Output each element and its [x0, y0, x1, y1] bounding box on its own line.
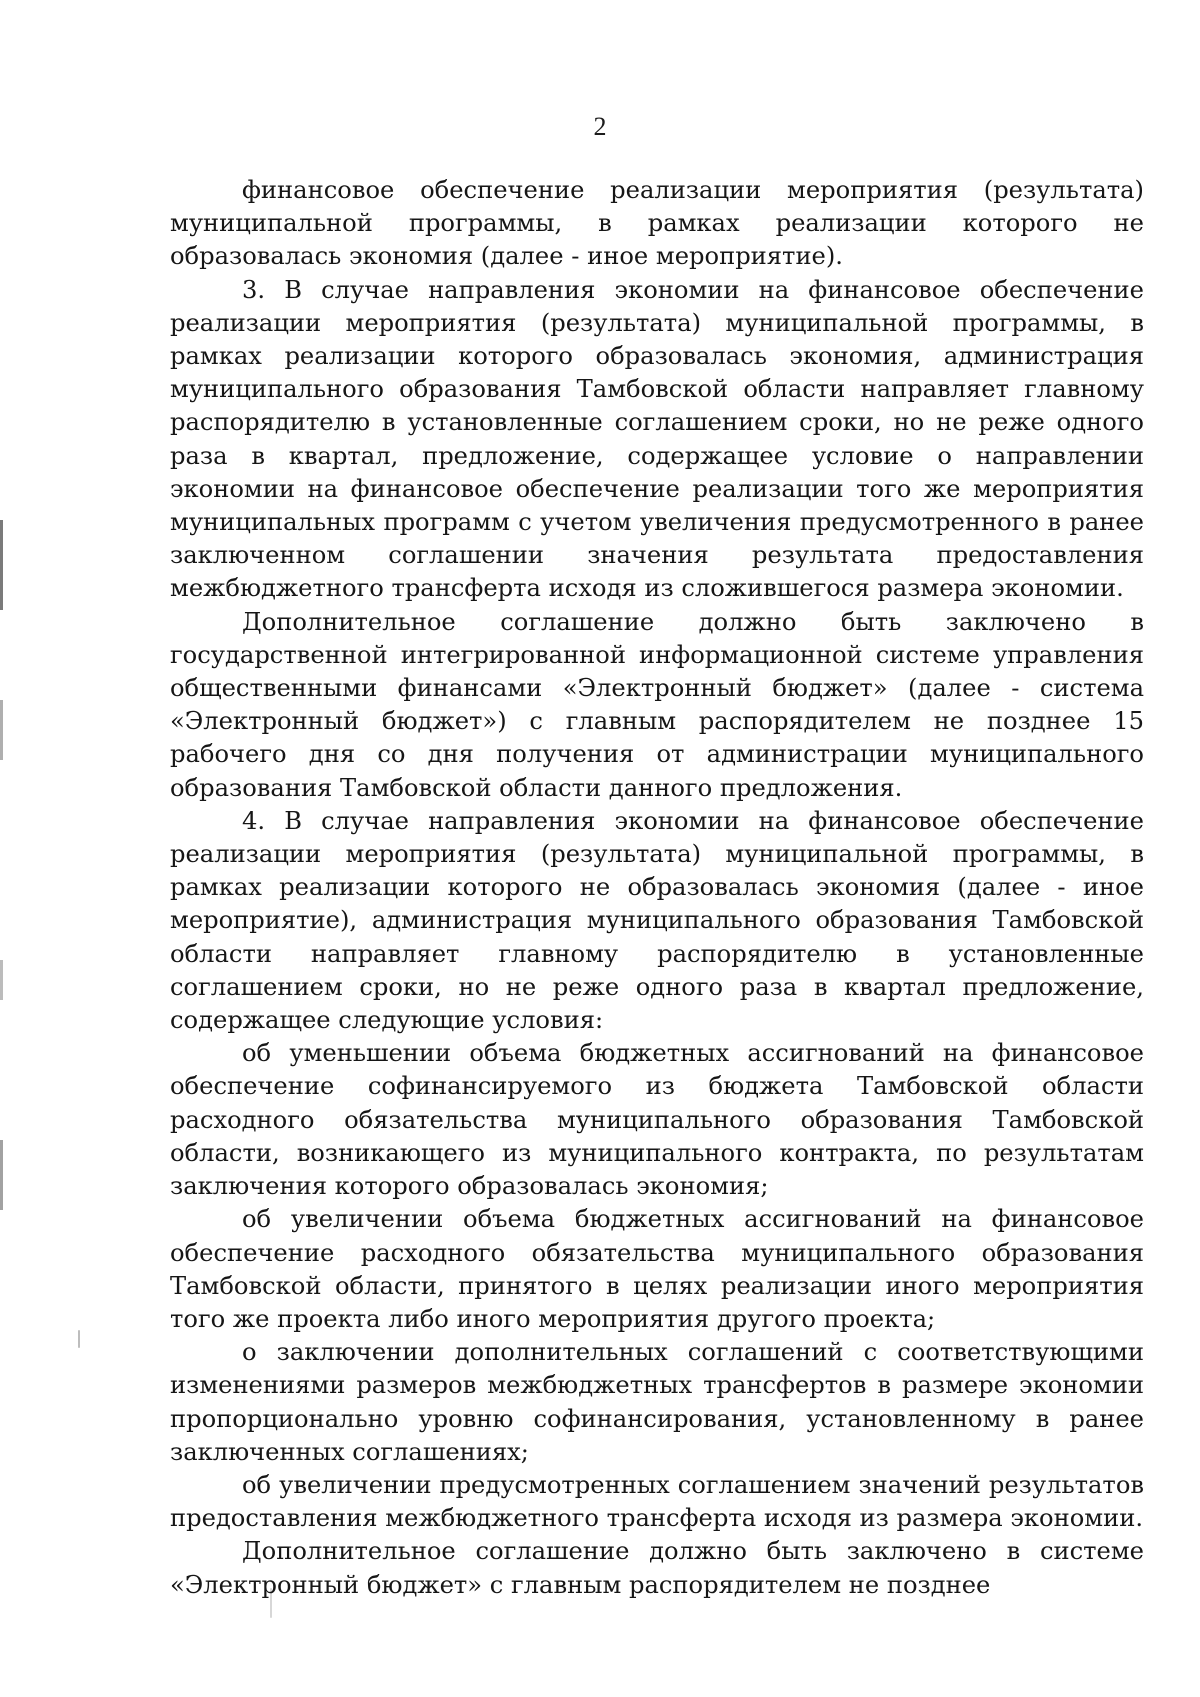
scan-artifact	[0, 1140, 3, 1210]
paragraph-6: об увеличении объема бюджетных ассигнований на финансовое обеспечение расходного обязательства муниципального образования Тамбовской области, принятого в целях реализации иного мероприятия того же проекта либо иного мероприятия другого проекта;	[170, 1205, 1144, 1333]
document-body	[170, 174, 1144, 1602]
paragraph-1: финансовое обеспечение реализации мероприятия (результата) муниципальной программы, в рамках реализации которого не образовалась экономия (далее - иное мероприятие).	[170, 176, 1144, 271]
paragraph-8: об увеличении предусмотренных соглашением значений результатов предоставления межбюджетного трансферта исходя из размера экономии.	[170, 1470, 1144, 1533]
scan-artifact	[0, 700, 3, 760]
paragraph-4: 4. В случае направления экономии на финансовое обеспечение реализации мероприятия (результата) муниципальной программы, в рамках реализации которого не образовалась экономия (далее - иное мероприятие), администрация муниципального образования Тамбовской области направляет главному распорядителю в установленные соглашением сроки, но не реже одного раза в квартал предложение, содержащее следующие условия:	[170, 806, 1144, 1035]
paragraph-7: о заключении дополнительных соглашений с соответствующими изменениями размеров межбюджетных трансфертов в размере экономии пропорционально уровню софинансирования, установленному в ранее заключенных соглашениях;	[170, 1338, 1144, 1466]
scan-artifact	[0, 960, 3, 1000]
scan-artifact	[78, 1330, 80, 1348]
paragraph-9: Дополнительное соглашение должно быть заключено в системе «Электронный бюджет» с главным распорядителем не позднее	[170, 1537, 1144, 1599]
paragraph-2: 3. В случае направления экономии на финансовое обеспечение реализации мероприятия (результата) муниципальной программы, в рамках реализации которого образовалась экономия, администрация муниципального образования Тамбовской области направляет главному распорядителю в установленные соглашением сроки, но не реже одного раза в квартал, предложение, содержащее условие о направлении экономии на финансовое обеспечение реализации того же мероприятия муниципальных программ с учетом увеличения предусмотренного в ранее заключенном соглашении значения результата предоставления межбюджетного трансферта исходя из сложившегося размера экономии.	[170, 275, 1144, 603]
scan-artifact	[0, 520, 3, 610]
paragraph-3: Дополнительное соглашение должно быть заключено в государственной интегрированной информационной системе управления общественными финансами «Электронный бюджет» (далее - система «Электронный бюджет») с главным распорядителем не позднее 15 рабочего дня со дня получения от администрации муниципального образования Тамбовской области данного предложения.	[170, 607, 1144, 802]
paragraph-5: об уменьшении объема бюджетных ассигнований на финансовое обеспечение софинансируемого из бюджета Тамбовской области расходного обязательства муниципального образования Тамбовской области, возникающего из муниципального контракта, по результатам заключения которого образовалась экономия;	[170, 1039, 1144, 1201]
page-number: 2	[593, 112, 607, 141]
